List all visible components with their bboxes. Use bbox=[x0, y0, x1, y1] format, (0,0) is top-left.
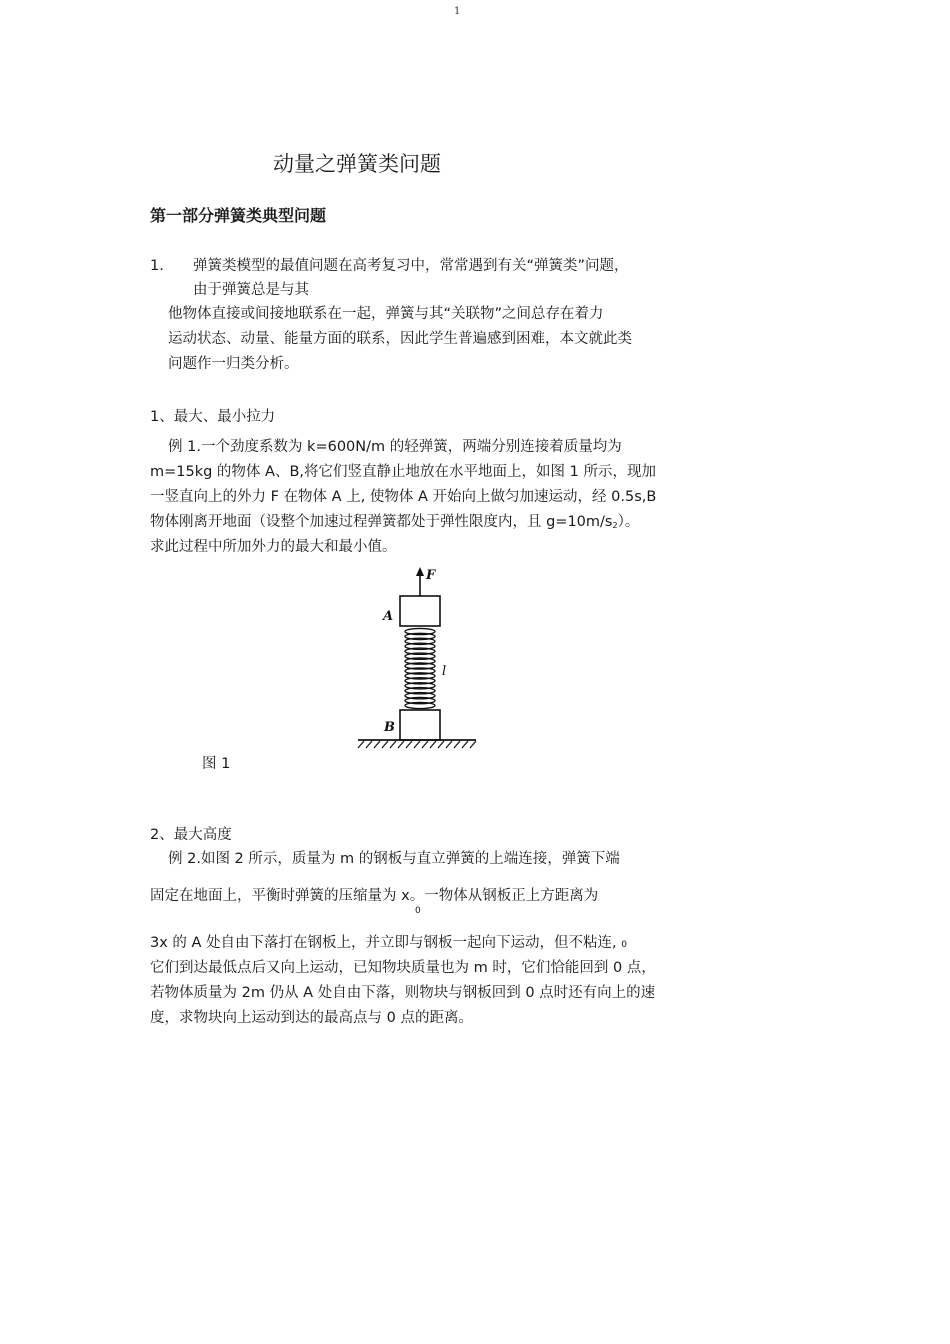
spring-figure bbox=[350, 563, 490, 751]
hatch-mark bbox=[390, 741, 396, 748]
label-l: l bbox=[442, 664, 447, 679]
hatch-mark bbox=[470, 741, 476, 748]
hatch-mark bbox=[462, 741, 468, 748]
example-1-line-4-end: ）。 bbox=[617, 514, 640, 530]
ground-hatching bbox=[358, 741, 476, 748]
block-B bbox=[400, 710, 440, 740]
force-arrow-head bbox=[416, 567, 424, 576]
hatch-mark bbox=[398, 741, 404, 748]
hatch-mark bbox=[414, 741, 420, 748]
intro-line-4: 运动状态、动量、能量方面的联系，因此学生普遍感到困难，本文就此类 bbox=[168, 331, 632, 347]
page-number: 1 bbox=[454, 6, 461, 17]
intro-number: 1. bbox=[150, 258, 164, 274]
example-2-line-3-sub: 0 bbox=[621, 940, 628, 950]
hatch-mark bbox=[446, 741, 452, 748]
hatch-mark bbox=[438, 741, 444, 748]
section-heading: 第一部分弹簧类典型问题 bbox=[150, 206, 327, 225]
spring-coil bbox=[405, 628, 435, 708]
example-2-line-3-text: 3x 的 A 处自由下落打在钢板上，并立即与钢板一起向下运动，但不粘连, bbox=[150, 935, 622, 951]
example-2-line-1: 例 2.如图 2 所示，质量为 m 的钢板与直立弹簧的上端连接，弹簧下端 bbox=[168, 851, 620, 867]
hatch-mark bbox=[454, 741, 460, 748]
example-2-line-2: 固定在地面上，平衡时弹簧的压缩量为 x。一物体从钢板正上方距离为 bbox=[150, 888, 599, 904]
example-1-line-1: 例 1.一个劲度系数为 k=600N/m 的轻弹簧，两端分别连接着质量均为 bbox=[168, 439, 622, 455]
hatch-mark bbox=[374, 741, 380, 748]
label-A: A bbox=[383, 609, 394, 624]
example-2-line-6: 度，求物块向上运动到达的最高点与 0 点的距离。 bbox=[150, 1010, 473, 1026]
hatch-mark bbox=[358, 741, 364, 748]
example-1-line-4-text: 物体刚离开地面（设整个加速过程弹簧都处于弹性限度内，且 g=10m/s bbox=[150, 514, 613, 530]
block-A bbox=[400, 596, 440, 626]
subsection-2-heading: 2、最大高度 bbox=[150, 827, 232, 843]
hatch-mark bbox=[422, 741, 428, 748]
intro-line-2: 由于弹簧总是与其 bbox=[193, 282, 309, 298]
example-2-line-3 bbox=[150, 931, 627, 958]
example-1-line-5: 求此过程中所加外力的最大和最小值。 bbox=[150, 539, 397, 555]
example-1-line-3: 一竖直向上的外力 F 在物体 A 上, 使物体 A 开始向上做匀加速运动，经 0.5s,B bbox=[150, 489, 657, 505]
intro-line-3: 他物体直接或间接地联系在一起，弹簧与其“关联物”之间总存在着力 bbox=[168, 306, 604, 322]
hatch-mark bbox=[406, 741, 412, 748]
document-title: 动量之弹簧类问题 bbox=[273, 152, 441, 176]
intro-line-5: 问题作一归类分析。 bbox=[168, 356, 299, 372]
hatch-mark bbox=[382, 741, 388, 748]
example-2-line-4: 它们到达最低点后又向上运动，已知物块质量也为 m 时，它们恰能回到 0 点， bbox=[150, 960, 656, 976]
subsection-1-heading: 1、最大、最小拉力 bbox=[150, 409, 276, 425]
label-B: B bbox=[384, 720, 395, 735]
example-1-line-4 bbox=[150, 510, 639, 538]
label-F: F bbox=[426, 568, 436, 583]
hatch-mark bbox=[430, 741, 436, 748]
hatch-mark bbox=[366, 741, 372, 748]
example-2-line-5: 若物体质量为 2m 仍从 A 处自由下落，则物块与钢板回到 0 点时还有向上的速 bbox=[150, 985, 656, 1001]
exponent: 2 bbox=[612, 521, 618, 530]
example-1-line-2: m=15kg 的物体 A、B,将它们竖直静止地放在水平地面上，如图 1 所示，现加 bbox=[150, 464, 656, 480]
subscript-zero: 0 bbox=[415, 906, 421, 916]
intro-line-1: 弹簧类模型的最值问题在高考复习中，常常遇到有关“弹簧类”问题， bbox=[193, 258, 629, 274]
figure-caption: 图 1 bbox=[202, 756, 231, 772]
